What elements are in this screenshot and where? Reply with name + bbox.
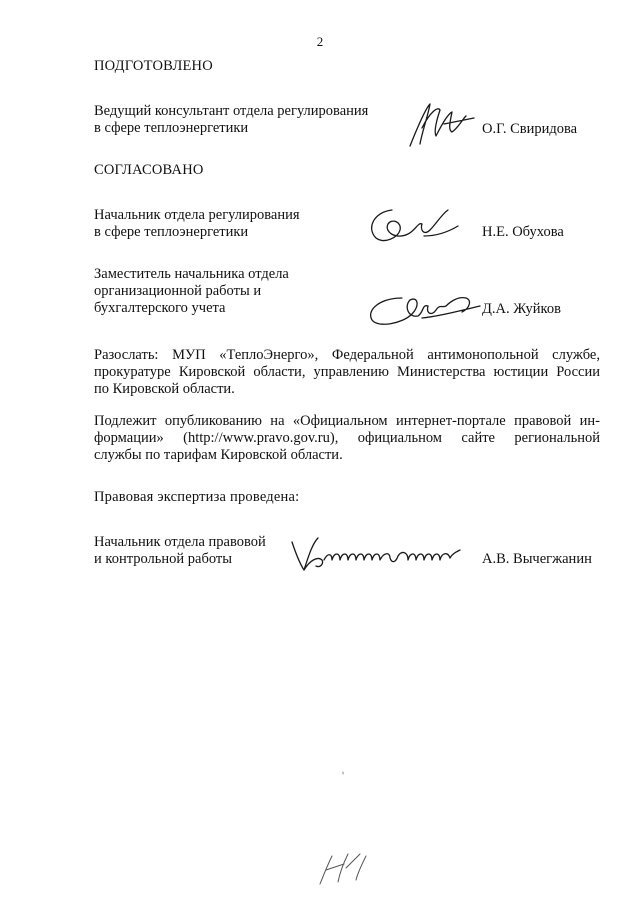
agreed-position-2 xyxy=(94,266,394,317)
position-line: в сфере теплоэнергетики xyxy=(94,224,249,240)
handwritten-mark xyxy=(316,848,372,890)
paragraph-line: службы по тарифам Кировской области. xyxy=(94,447,343,463)
position-line: Ведущий консультант отдела регулирования xyxy=(94,103,369,119)
paragraph-line: по Кировской области. xyxy=(94,381,235,397)
paragraph-line: формации» (http://www.pravo.gov.ru), официальном сайте региональной xyxy=(94,430,600,446)
legal-note: Правовая экспертиза проведена: xyxy=(94,489,300,505)
position-line: в сфере теплоэнергетики xyxy=(94,120,249,136)
signature-vychegzhanin xyxy=(286,530,466,574)
paragraph-line: прокуратуре Кировской области, управлению Министерства юстиции России xyxy=(94,364,600,380)
position-line: организационной работы и xyxy=(94,283,262,299)
position-line: Начальник отдела правовой xyxy=(94,534,266,550)
signature-zhuikov xyxy=(362,284,482,332)
agreed-heading: СОГЛАСОВАНО xyxy=(94,162,204,178)
signature-obukhova xyxy=(362,200,462,250)
position-line: и контрольной работы xyxy=(94,551,232,567)
legal-name: А.В. Вычегжанин xyxy=(482,551,592,567)
scan-speck xyxy=(340,770,346,776)
signature-sviridova xyxy=(400,98,478,150)
publication-paragraph xyxy=(94,413,600,464)
distribution-paragraph xyxy=(94,347,600,398)
agreed-name-2: Д.А. Жуйков xyxy=(482,301,561,317)
position-line: бухгалтерского учета xyxy=(94,300,226,316)
position-line: Начальник отдела регулирования xyxy=(94,207,300,223)
position-line: Заместитель начальника отдела xyxy=(94,266,289,282)
paragraph-line: Разослать: МУП «ТеплоЭнерго», Федеральной антимонопольной службе, xyxy=(94,347,600,363)
prepared-name: О.Г. Свиридова xyxy=(482,121,578,137)
paragraph-line: Подлежит опубликованию на «Официальном интернет-портале правовой ин- xyxy=(94,413,600,429)
prepared-heading: ПОДГОТОВЛЕНО xyxy=(94,58,213,74)
agreed-name-1: Н.Е. Обухова xyxy=(482,224,564,240)
prepared-position xyxy=(94,103,394,137)
agreed-position-1 xyxy=(94,207,394,241)
page-number: 2 xyxy=(316,34,324,49)
